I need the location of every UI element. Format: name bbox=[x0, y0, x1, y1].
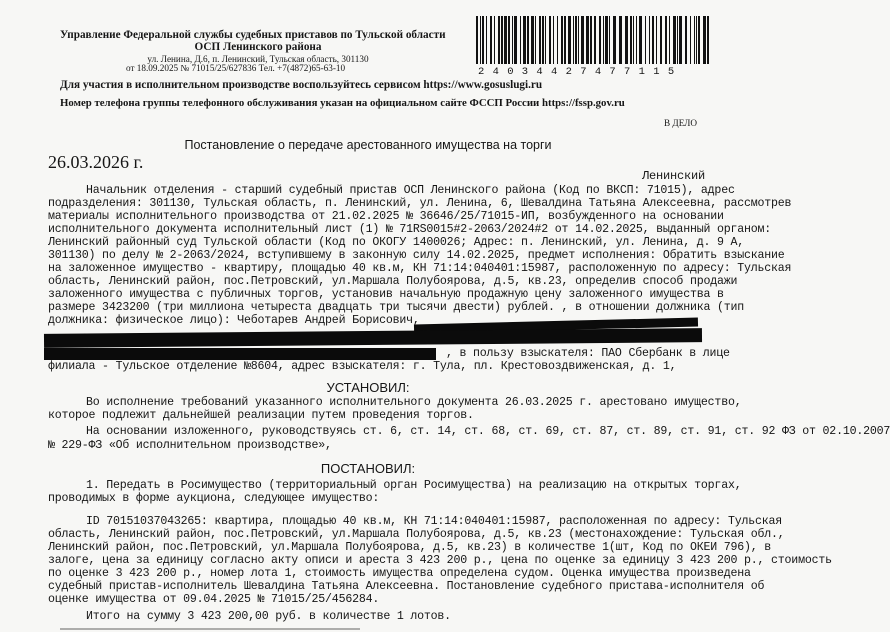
basis-line: № 229-ФЗ «Об исполнительном производстве», bbox=[48, 439, 332, 452]
barcode-bar bbox=[476, 16, 478, 64]
barcode-bar bbox=[645, 16, 646, 64]
barcode-bar bbox=[486, 16, 487, 64]
barcode-bar bbox=[581, 16, 584, 64]
barcode-bar bbox=[498, 16, 500, 64]
barcode-bar bbox=[677, 16, 678, 64]
intro-line: подразделения: 301130, Тульская область, п. Ленинский, ул. Ленина, 6, Шевалдина Татьяна Алексеевна, рассмотрев bbox=[48, 197, 792, 210]
barcode-bar bbox=[545, 16, 546, 64]
intro-line: должника: физическое лицо): Чеботарев Андрей Борисович, bbox=[48, 314, 420, 327]
barcode-bar bbox=[590, 16, 592, 64]
item1-line: 1. Передать в Росимущество (территориальный орган Росимущества) на реализацию на открытых торгах, bbox=[86, 479, 742, 492]
barcode-bar bbox=[482, 16, 484, 64]
barcode-bar bbox=[696, 16, 697, 64]
barcode-bar bbox=[685, 16, 687, 64]
barcode-bar bbox=[494, 16, 495, 64]
barcode-bar bbox=[490, 16, 492, 64]
barcode-bar bbox=[649, 16, 650, 64]
barcode-bar bbox=[557, 16, 558, 64]
intro-line: материалы исполнительного производства от 21.02.2025 № 36646/25/71015-ИП, возбужденного на основании bbox=[48, 210, 724, 223]
redaction-bar bbox=[44, 328, 702, 348]
barcode-bar bbox=[553, 16, 554, 64]
barcode-bar bbox=[599, 16, 601, 64]
stamp-v-delo: В ДЕЛО bbox=[664, 118, 698, 128]
barcode-bar bbox=[633, 16, 634, 64]
item1-line: проводимых в форме аукциона, следующее имущество: bbox=[48, 492, 380, 505]
established-line: Во исполнение требований указанного исполнительного документа 26.03.2025 г. арестовано имущество, bbox=[86, 396, 742, 409]
redaction-bar bbox=[44, 348, 436, 360]
barcode-bar bbox=[673, 16, 676, 64]
total-line: Итого на сумму 3 423 200,00 руб. в количестве 1 лотов. bbox=[86, 610, 451, 623]
property-line: Ленинский район, пос.Петровский, ул.Маршала Полубоярова, д.5, кв.23) в количестве 1(шт, Код по ОКЕИ 796), в bbox=[48, 541, 772, 554]
barcode-bar bbox=[594, 16, 596, 64]
barcode-bar bbox=[625, 16, 628, 64]
document-info: от 18.09.2025 № 71015/25/627836 Тел. +7(4872)65-63-10 bbox=[126, 63, 346, 73]
barcode-bar bbox=[514, 16, 517, 64]
barcode-bar bbox=[665, 16, 667, 64]
intro-line: исполнительного документа исполнительный лист (1) № 71RS0015#2-2063/2024#2 от 14.02.2025, выданный органом: bbox=[48, 223, 772, 236]
barcode-bar bbox=[573, 16, 574, 64]
established-line: которое подлежит дальнейшей реализации путем проведения торгов. bbox=[48, 409, 474, 422]
gosuslugi-notice: Для участия в исполнительном производстве воспользуйтесь сервисом https://www.gosuslugi.ru bbox=[60, 79, 543, 91]
barcode-bar bbox=[698, 16, 700, 64]
fssp-phone-notice: Номер телефона группы телефонного обслуживания указан на официальном сайте ФССП России https://fssp.gov.ru bbox=[60, 97, 625, 109]
barcode-bar bbox=[586, 16, 589, 64]
org-address: ул. Ленина, Д.6, п. Ленинский, Тульская область, 301130 bbox=[147, 54, 369, 64]
creditor-line: филиала - Тульское отделение №8604, адрес взыскателя: г. Тула, пл. Крестовоздвиженская, д. 1, bbox=[48, 360, 677, 373]
org-name-line1: Управление Федеральной службы судебных приставов по Тульской области bbox=[60, 29, 446, 41]
barcode-bar bbox=[542, 16, 544, 64]
property-line: залоге, цена за единицу согласно акту описи и ареста 3 423 200 р., цена по оценке за единицу 3 423 200 р., стоимость bbox=[48, 554, 832, 567]
barcode-bar bbox=[535, 16, 536, 64]
intro-line: заложенного имущества с публичных торгов, установив начальную продажную цену заложенного имущества в bbox=[48, 288, 724, 301]
barcode-bar bbox=[527, 16, 529, 64]
document-title: Постановление о передаче арестованного имущества на торги bbox=[184, 138, 552, 152]
barcode-bar bbox=[575, 16, 577, 64]
cut-off-line bbox=[60, 628, 360, 630]
barcode-bar bbox=[520, 16, 521, 64]
barcode-bar bbox=[508, 16, 510, 64]
barcode-bar bbox=[531, 16, 534, 64]
barcode-bar bbox=[504, 16, 507, 64]
barcode-bar bbox=[639, 16, 642, 64]
barcode-bar bbox=[523, 16, 526, 64]
barcode-bar bbox=[512, 16, 513, 64]
intro-line: область, Ленинский район, пос.Петровский, ул.Маршала Полубоярова, д.5, кв.23, определив способ продажи bbox=[48, 275, 738, 288]
barcode-bar bbox=[707, 16, 709, 64]
barcode-bar bbox=[690, 16, 691, 64]
barcode-number: 2 4 0 3 4 4 2 7 4 7 7 1 1 5 bbox=[478, 66, 676, 78]
barcode-bar bbox=[660, 16, 662, 64]
barcode-bar bbox=[568, 16, 571, 64]
basis-line: На основании изложенного, руководствуясь ст. 6, ст. 14, ст. 68, ст. 69, ст. 87, ст. 89, ст. 91, ст. 92 ФЗ от 02.10.2007 bbox=[86, 425, 890, 438]
intro-line: Начальник отделения - старший судебный пристав ОСП Ленинского района (Код по ВКСП: 71015), адрес bbox=[86, 184, 735, 197]
barcode-bar bbox=[539, 16, 541, 64]
barcode-bar bbox=[652, 16, 654, 64]
org-name-line2: ОСП Ленинского района bbox=[194, 41, 322, 53]
property-line: по оценке 3 423 200 р., номер лота 1, стоимость имущества определена судом. Оценка имущества произведена bbox=[48, 567, 751, 580]
barcode-bar bbox=[703, 16, 706, 64]
barcode-bar bbox=[561, 16, 563, 64]
barcode-bar bbox=[679, 16, 682, 64]
property-line: область, Ленинский район, пос.Петровский, ул.Маршала Полубоярова, д.5, кв.23 (местонахождение: Тульская обл., bbox=[48, 528, 785, 541]
established-heading: УСТАНОВИЛ: bbox=[326, 380, 410, 395]
barcode-bar bbox=[619, 16, 622, 64]
barcode-bar bbox=[605, 16, 608, 64]
document-place: Ленинский bbox=[642, 169, 706, 183]
barcode-bar bbox=[603, 16, 604, 64]
intro-line: Ленинский районный суд Тульской области (Код по ОКОГУ 1400026; Адрес: п. Ленинский, ул. Ленина, д. 9 А, bbox=[48, 236, 745, 249]
barcode-bar bbox=[636, 16, 637, 64]
barcode-bar bbox=[564, 16, 566, 64]
property-line: судебный пристав-исполнитель Шевалдина Татьяна Алексеевна. Постановление судебного пристава-исполнителя об bbox=[48, 580, 765, 593]
barcode-bar bbox=[694, 16, 695, 64]
intro-line: на заложенное имущество - квартиру, площадью 40 кв.м, КН 71:14:040401:15987, расположенную по адресу: Тульская bbox=[48, 262, 792, 275]
barcode-bar bbox=[549, 16, 551, 64]
intro-line: размере 3423200 (три миллиона четыреста двадцать три тысячи двести) рублей. , в отношении должника (тип bbox=[48, 301, 745, 314]
barcode-bar bbox=[501, 16, 503, 64]
intro-line: 301130) по делу № 2-2063/2024, вступившему в законную силу 14.02.2025, предмет исполнения: Обратить взыскание bbox=[48, 249, 785, 262]
barcode-bar bbox=[669, 16, 670, 64]
barcode-bar bbox=[613, 16, 616, 64]
barcode-bar bbox=[656, 16, 657, 64]
document-date: 26.03.2026 г. bbox=[48, 152, 144, 172]
barcode-bar bbox=[480, 16, 481, 64]
property-line: оценке имущества от 09.04.2025 № 71015/25/456284. bbox=[48, 593, 380, 606]
barcode-bar bbox=[630, 16, 632, 64]
barcode-bar bbox=[609, 16, 610, 64]
property-line: ID 70151037043265: квартира, площадью 40 кв.м, КН 71:14:040401:15987, расположенная по адресу: Тульская bbox=[86, 515, 783, 528]
barcode-bar bbox=[578, 16, 579, 64]
resolved-heading: ПОСТАНОВИЛ: bbox=[320, 461, 416, 476]
creditor-line: , в пользу взыскателя: ПАО Сбербанк в лице bbox=[446, 347, 730, 360]
